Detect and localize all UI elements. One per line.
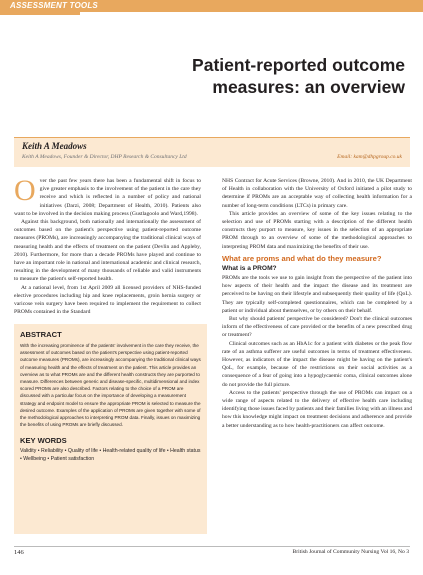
intro-paragraph: Over the past few years there has been a fundamental shift in focus to give greater emphasis to the involvement of the patient in the care they receive and which is reflected in a number of policy and national initiatives (Darzi, 2008; Department of Health, 2010). Patients also want to be involved in the decision making process (Gustlagoolo and Ward,1998). <box>14 174 201 217</box>
header-accent-bar <box>0 12 80 15</box>
journal-citation: British Journal of Community Nursing Vol 16, No 3 <box>292 549 409 555</box>
abstract-box <box>14 324 207 534</box>
body-paragraph: Clinical outcomes such as an HbA1c for a patient with diabetes or the peak flow rate of an asthma sufferer are useful outcomes in terms of treatment effectiveness. However, as indicators of the impact the disease might be having on the patient's QoL, for example, because of the restrictions on their social activities as a consequence of a fear of going into a hypoglycaemic coma, clinical outcomes alone do not provide the full picture. <box>222 340 412 388</box>
article-title <box>75 54 405 98</box>
page-number: 146 <box>14 549 24 556</box>
footer-divider <box>14 546 410 547</box>
body-paragraph: At a national level, from 1st April 2009 all licensed providers of NHS-funded elective procedures including hip and knee replacements, groin hernia surgery or varicose vein surgery have been required to implement the requirement to collect PROMs contained in the Standard <box>14 284 201 316</box>
body-paragraph: Access to the patients' perspective through the use of PROMs can impact on a wide range of aspects related to the delivery of effective health care including identifying those issues faced by patients and their families living with an illness and how this knowledge might impact on treatment decisions and adherence and provide a better understanding as to how health-practitioners can affect outcome. <box>222 389 412 429</box>
subsection-heading: What is a PROM? <box>222 264 277 272</box>
keywords-heading: KEY WORDS <box>20 436 67 446</box>
drop-cap: O <box>14 174 36 207</box>
author-box <box>14 137 410 167</box>
body-paragraph: NHS Contract for Acute Services (Browne, 2010). And in 2010, the UK Department of Health in collaboration with the University of Oxford initiated a pilot study to determine if PROMs are an acceptable way of collecting health information for a number of long-term conditions (LTCs) in primary care. <box>222 178 412 209</box>
section-heading: What are proms and what do they measure? <box>222 253 382 263</box>
body-paragraph: But why should patients' perspective be considered? Don't the clinical outcomes inform of the effectiveness of care provided or the benefits of a new prescribed drug or treatment? <box>222 316 412 339</box>
body-paragraph: Against this background, both nationally and internationally the assessment of outcomes based on the patient's perspective using patient-reported outcome measures (PROMs), are increasingly accompanying the traditional clinical ways of measuring health and the effects of treatment on the patient (Devlin and Appleby, 2010). Furthermore, for more than a decade PROMs have played and continue to have an important role in national and international academic and clinical research, resulting in the development of many thousands of reliable and valid instruments to measure the patient's self-reported health. <box>14 219 201 283</box>
section-tag: ASSESSMENT TOOLS <box>10 1 98 10</box>
body-paragraph: This article provides an overview of some of the key issues relating to the selection and use of PROMs starting with a description of the different health constructs they purport to measure, key issues in the selection of an appropriate PROM through to an overview of some of the methodological approaches to interpreting PROM data and maximizing the benefits of their use. <box>222 210 412 250</box>
keywords-list: Validity • Reliability • Quality of life • Health-related quality of life • Health status • Wellbeing • Patient satisfaction <box>20 448 201 463</box>
header-band <box>0 0 423 12</box>
author-affiliation: Keith A Meadows, Founder & Director, DHP Research & Consultancy Ltd <box>22 154 187 160</box>
title-line-2: measures: an overview <box>212 77 405 97</box>
left-column <box>14 174 201 316</box>
abstract-text: With the increasing prominence of the patients' involvement in the care they receive, the assessment of outcomes based on the patient's perspective using patient-reported outcome measures (PROMs), are increasingly accompanying the traditional clinical ways of measuring health and the effects of treatment on the patient. This article provides an overview as to what PROMs are and the different health constructs they are purported to measure. Differences between generic and disease-specific, multidimensional and index scored PROMs are also described. Factors relating to the choice of a PROM are discussed with a particular focus on the importance of developing a measurement strategy and endpoint model to ensure the appropriate PROM is selected to measure the desired outcome. Examples of the application of PROMs are given together with some of the methodological approaches to interpreting PROM data. Finally, issues on maximizing the benefits of using PROMs are briefly discussed. <box>20 343 201 428</box>
right-column <box>222 177 412 430</box>
author-email[interactable]: Email: kam@dhpgroup.co.uk <box>337 154 402 160</box>
body-paragraph: PROMs are the tools we use to gain insight from the perspective of the patient into how aspects of their health and the impact the disease and its treatment are perceived to be having on their lifestyle and subsequently their quality of life (QoL). They are typically self-completed questionnaires, which can be completed by a patient or individual about themselves, or by others on their behalf. <box>222 275 412 314</box>
title-line-1: Patient-reported outcome <box>192 55 405 75</box>
author-name: Keith A Meadows <box>22 141 87 151</box>
abstract-heading: ABSTRACT <box>20 330 62 339</box>
